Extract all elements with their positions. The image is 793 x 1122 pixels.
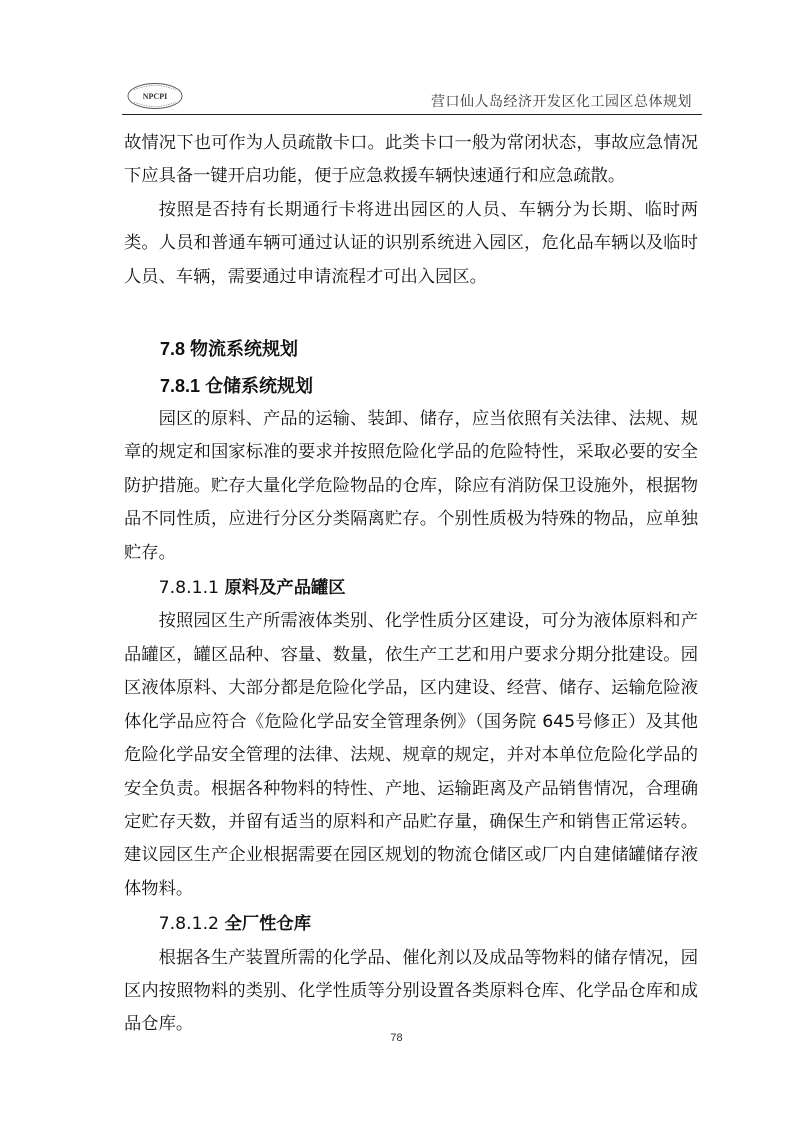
- paragraph: 园区的原料、产品的运输、装卸、储存，应当依照有关法律、法规、规章的规定和国家标准的要求并按照危险化学品的危险特性，采取必要的安全防护措施。贮存大量化学危险物品的仓库，除应有消防保卫设施外，根据物品不同性质，应进行分区分类隔离贮存。个别性质极为特殊的物品，应单独贮存。: [124, 409, 698, 563]
- subsection-title: 原料及产品罐区: [224, 578, 346, 599]
- page-content: [124, 127, 698, 1042]
- paragraph: 故情况下也可作为人员疏散卡口。此类卡口一般为常闭状态，事故应急情况下应具备一键开启功能，便于应急救援车辆快速通行和应急疏散。: [124, 133, 698, 187]
- document-title: 营口仙人岛经济开发区化工园区总体规划: [431, 94, 692, 110]
- subsection-heading-7-8-1-1: [124, 572, 698, 605]
- npcpi-logo-icon: [126, 82, 184, 110]
- paragraph: 按照是否持有长期通行卡将进出园区的人员、车辆分为长期、临时两类。人员和普通车辆可通过认证的识别系统进入园区，危化品车辆以及临时人员、车辆，需要通过申请流程才可出入园区。: [124, 199, 698, 287]
- paragraph: 根据各生产装置所需的化学品、催化剂以及成品等物料的储存情况，园区内按照物料的类别、化学性质等分别设置各类原料仓库、化学品仓库和成品仓库。: [124, 947, 698, 1035]
- subsection-number: 7.8.1.1: [158, 578, 220, 599]
- subsection-title: 全厂性仓库: [224, 914, 311, 935]
- paragraph: 按照园区生产所需液体类别、化学性质分区建设，可分为液体原料和产品罐区，罐区品种、容量、数量，依生产工艺和用户要求分期分批建设。园区液体原料、大部分都是危险化学品，区内建设、经营、储存、运输危险液体化学品应符合《危险化学品安全管理条例》（国务院 645号修正）及其他危险化学品安全管理的法律、法规、规章的规定，并对本单位危险化学品的安全负责。根据各种物料的特性、产地、运输距离及产品销售情况，合理确定贮存天数，并留有适当的原料和产品贮存量，确保生产和销售正常运转。建议园区生产企业根据需要在园区规划的物流仓储区或厂内自建储罐储存液体物料。: [124, 611, 698, 899]
- page-header: [122, 80, 702, 115]
- subsection-number: 7.8.1.2: [158, 914, 220, 935]
- page-number: 78: [390, 1032, 403, 1044]
- section-heading-7-8-1: 7.8.1 仓储系统规划: [160, 376, 314, 397]
- svg-text:NPCPI: NPCPI: [142, 92, 168, 101]
- section-heading-7-8: 7.8 物流系统规划: [160, 339, 299, 360]
- subsection-heading-7-8-1-2: [124, 908, 698, 941]
